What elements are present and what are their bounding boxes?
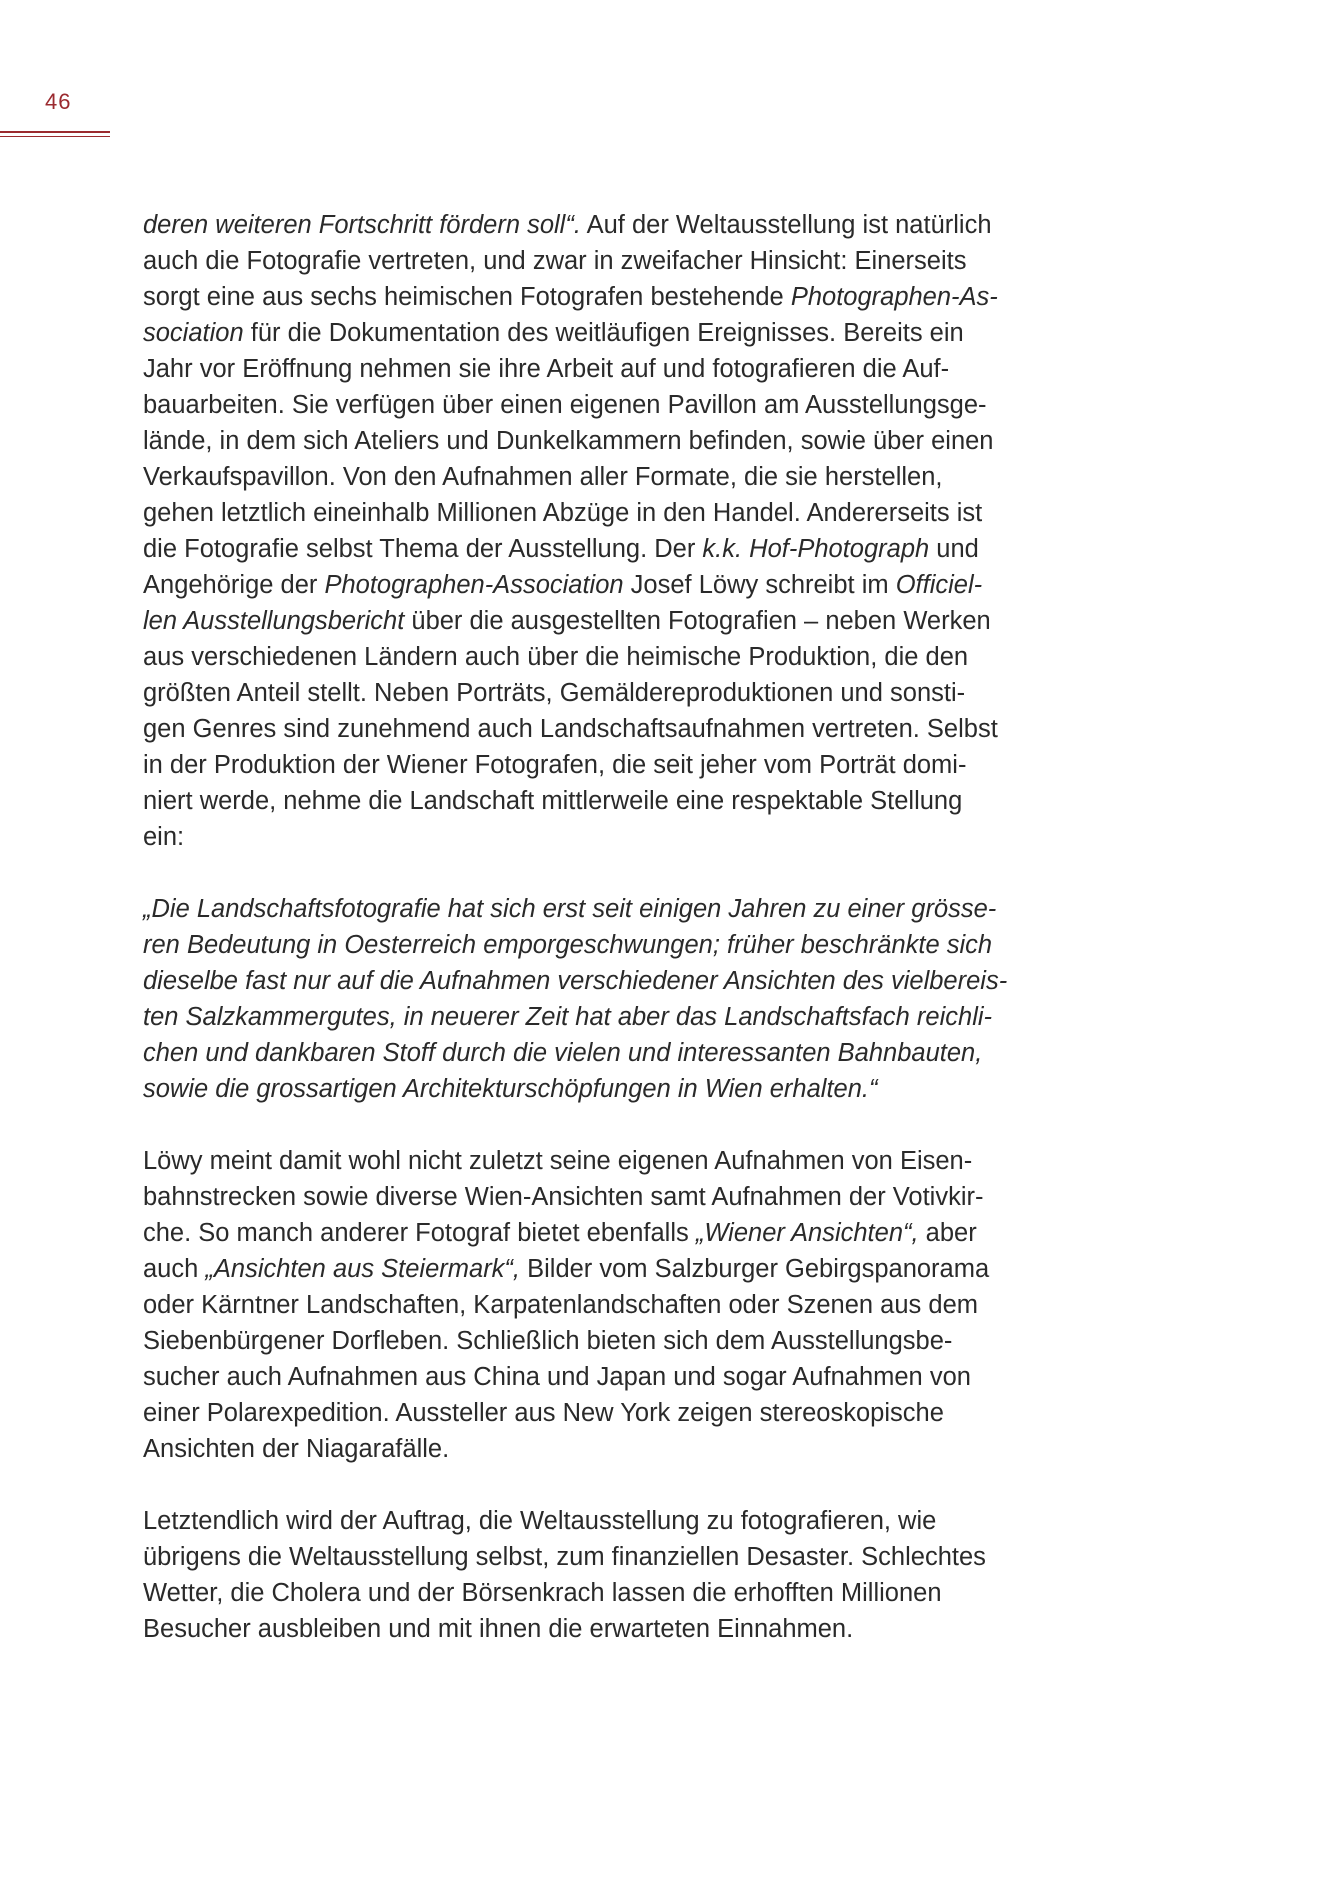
text-run: größten Anteil stellt. Neben Porträts, Gemäldereproduktionen und sonsti- [143, 679, 966, 707]
text-run: oder Kärntner Landschaften, Karpatenlandschaften oder Szenen aus dem [143, 1291, 978, 1319]
italic-text: ten Salzkammergutes, in neuerer Zeit hat aber das Landschaftsfach reichli- [143, 1003, 993, 1031]
text-run: die Fotografie selbst Thema der Ausstellung. Der [143, 535, 703, 563]
text-run: auch die Fotografie vertreten, und zwar in zweifacher Hinsicht: Einerseits [143, 247, 967, 275]
text-line [143, 279, 1043, 315]
text-line [143, 531, 1043, 567]
text-line [143, 1323, 1043, 1359]
text-run: Auf der Weltausstellung ist natürlich [580, 211, 992, 239]
text-line [143, 1215, 1043, 1251]
header-rule-thin [0, 136, 110, 137]
text-line [143, 891, 1043, 927]
italic-text: Photographen-Association [324, 571, 624, 599]
text-line [143, 747, 1043, 783]
text-line [143, 423, 1043, 459]
text-line [143, 1071, 1043, 1107]
italic-text: ren Bedeutung in Oesterreich emporgeschwungen; früher beschränkte sich [143, 931, 993, 959]
text-run: Siebenbürgener Dorfleben. Schließlich bieten sich dem Ausstellungsbe- [143, 1327, 953, 1355]
text-line [143, 963, 1043, 999]
page-number: 46 [45, 89, 72, 114]
text-line [143, 243, 1043, 279]
italic-text: Officiel- [895, 571, 983, 599]
text-run: und [929, 535, 979, 563]
text-line [143, 1035, 1043, 1071]
text-line [143, 495, 1043, 531]
text-run: Besucher ausbleiben und mit ihnen die erwarteten Einnahmen. [143, 1615, 854, 1643]
text-line [143, 1575, 1043, 1611]
italic-text: „Ansichten aus Steiermark“, [205, 1255, 521, 1283]
text-line [143, 567, 1043, 603]
text-run: Ansichten der Niagarafälle. [143, 1435, 450, 1463]
text-run: in der Produktion der Wiener Fotografen, die seit jeher vom Porträt domi- [143, 751, 967, 779]
text-line [143, 1539, 1043, 1575]
text-run: über die ausgestellten Fotografien – neben Werken [404, 607, 991, 635]
text-run: che. So manch anderer Fotograf bietet ebenfalls [143, 1219, 696, 1247]
text-run: aus verschiedenen Ländern auch über die heimische Produktion, die den [143, 643, 969, 671]
paragraph-gap [143, 855, 1043, 891]
text-line [143, 999, 1043, 1035]
text-line [143, 783, 1043, 819]
text-line [143, 639, 1043, 675]
text-run: Löwy meint damit wohl nicht zuletzt seine eigenen Aufnahmen von Eisen- [143, 1147, 973, 1175]
text-run: übrigens die Weltausstellung selbst, zum finanziellen Desaster. Schlechtes [143, 1543, 986, 1571]
text-run: Josef Löwy schreibt im [623, 571, 896, 599]
text-run: einer Polarexpedition. Aussteller aus New York zeigen stereoskopische [143, 1399, 944, 1427]
text-line [143, 351, 1043, 387]
text-line [143, 387, 1043, 423]
paragraph-gap [143, 1107, 1043, 1143]
paragraph [143, 1503, 1043, 1647]
text-line [143, 1179, 1043, 1215]
italic-text: „Die Landschaftsfotografie hat sich erst seit einigen Jahren zu einer grösse- [143, 895, 997, 923]
text-run: Wetter, die Cholera und der Börsenkrach lassen die erhofften Millionen [143, 1579, 942, 1607]
italic-text: deren weiteren Fortschritt fördern soll“. [143, 211, 581, 239]
text-line [143, 819, 1043, 855]
text-line [143, 1431, 1043, 1467]
text-line [143, 1395, 1043, 1431]
text-run: ein: [143, 823, 185, 851]
italic-text: len Ausstellungsbericht [143, 607, 405, 635]
text-line [143, 711, 1043, 747]
text-run: niert werde, nehme die Landschaft mittlerweile eine respektable Stellung [143, 787, 963, 815]
text-run: Verkaufspavillon. Von den Aufnahmen aller Formate, die sie herstellen, [143, 463, 943, 491]
text-run: Angehörige der [143, 571, 325, 599]
text-line [143, 675, 1043, 711]
text-run: sorgt eine aus sechs heimischen Fotografen bestehende [143, 283, 791, 311]
italic-text: k.k. Hof-Photograph [702, 535, 930, 563]
header-rule [0, 131, 110, 133]
text-run: für die Dokumentation des weitläufigen Ereignisses. Bereits ein [243, 319, 964, 347]
block-quote [143, 891, 1043, 1107]
text-run: Jahr vor Eröffnung nehmen sie ihre Arbeit auf und fotografieren die Auf- [143, 355, 950, 383]
text-line [143, 1251, 1043, 1287]
italic-text: dieselbe fast nur auf die Aufnahmen verschiedener Ansichten des vielbereis- [143, 967, 1008, 995]
text-run: sucher auch Aufnahmen aus China und Japan und sogar Aufnahmen von [143, 1363, 971, 1391]
paragraph-gap [143, 1467, 1043, 1503]
text-line [143, 1611, 1043, 1647]
text-run: lände, in dem sich Ateliers und Dunkelkammern befinden, sowie über einen [143, 427, 994, 455]
text-run: Bilder vom Salzburger Gebirgspanorama [520, 1255, 990, 1283]
italic-text: Photographen-As- [790, 283, 998, 311]
text-line [143, 459, 1043, 495]
text-run: Letztendlich wird der Auftrag, die Weltausstellung zu fotografieren, wie [143, 1507, 937, 1535]
text-line [143, 1287, 1043, 1323]
italic-text: chen und dankbaren Stoff durch die vielen und interessanten Bahnbauten, [143, 1039, 983, 1067]
text-run: aber [918, 1219, 977, 1247]
italic-text: „Wiener Ansichten“, [695, 1219, 919, 1247]
paragraph [143, 1143, 1043, 1467]
text-run: bahnstrecken sowie diverse Wien-Ansichten samt Aufnahmen der Votivkir- [143, 1183, 984, 1211]
text-run: gen Genres sind zunehmend auch Landschaftsaufnahmen vertreten. Selbst [143, 715, 998, 743]
text-line [143, 315, 1043, 351]
text-line [143, 1359, 1043, 1395]
text-run: gehen letztlich eineinhalb Millionen Abzüge in den Handel. Andererseits ist [143, 499, 983, 527]
text-line [143, 603, 1043, 639]
body-text [143, 207, 1043, 1647]
italic-text: sowie die grossartigen Architekturschöpfungen in Wien erhalten.“ [143, 1075, 878, 1103]
text-line [143, 1503, 1043, 1539]
paragraph [143, 207, 1043, 855]
text-line [143, 207, 1043, 243]
text-line [143, 1143, 1043, 1179]
text-run: auch [143, 1255, 206, 1283]
italic-text: sociation [143, 319, 244, 347]
text-line [143, 927, 1043, 963]
text-run: bauarbeiten. Sie verfügen über einen eigenen Pavillon am Ausstellungsge- [143, 391, 987, 419]
